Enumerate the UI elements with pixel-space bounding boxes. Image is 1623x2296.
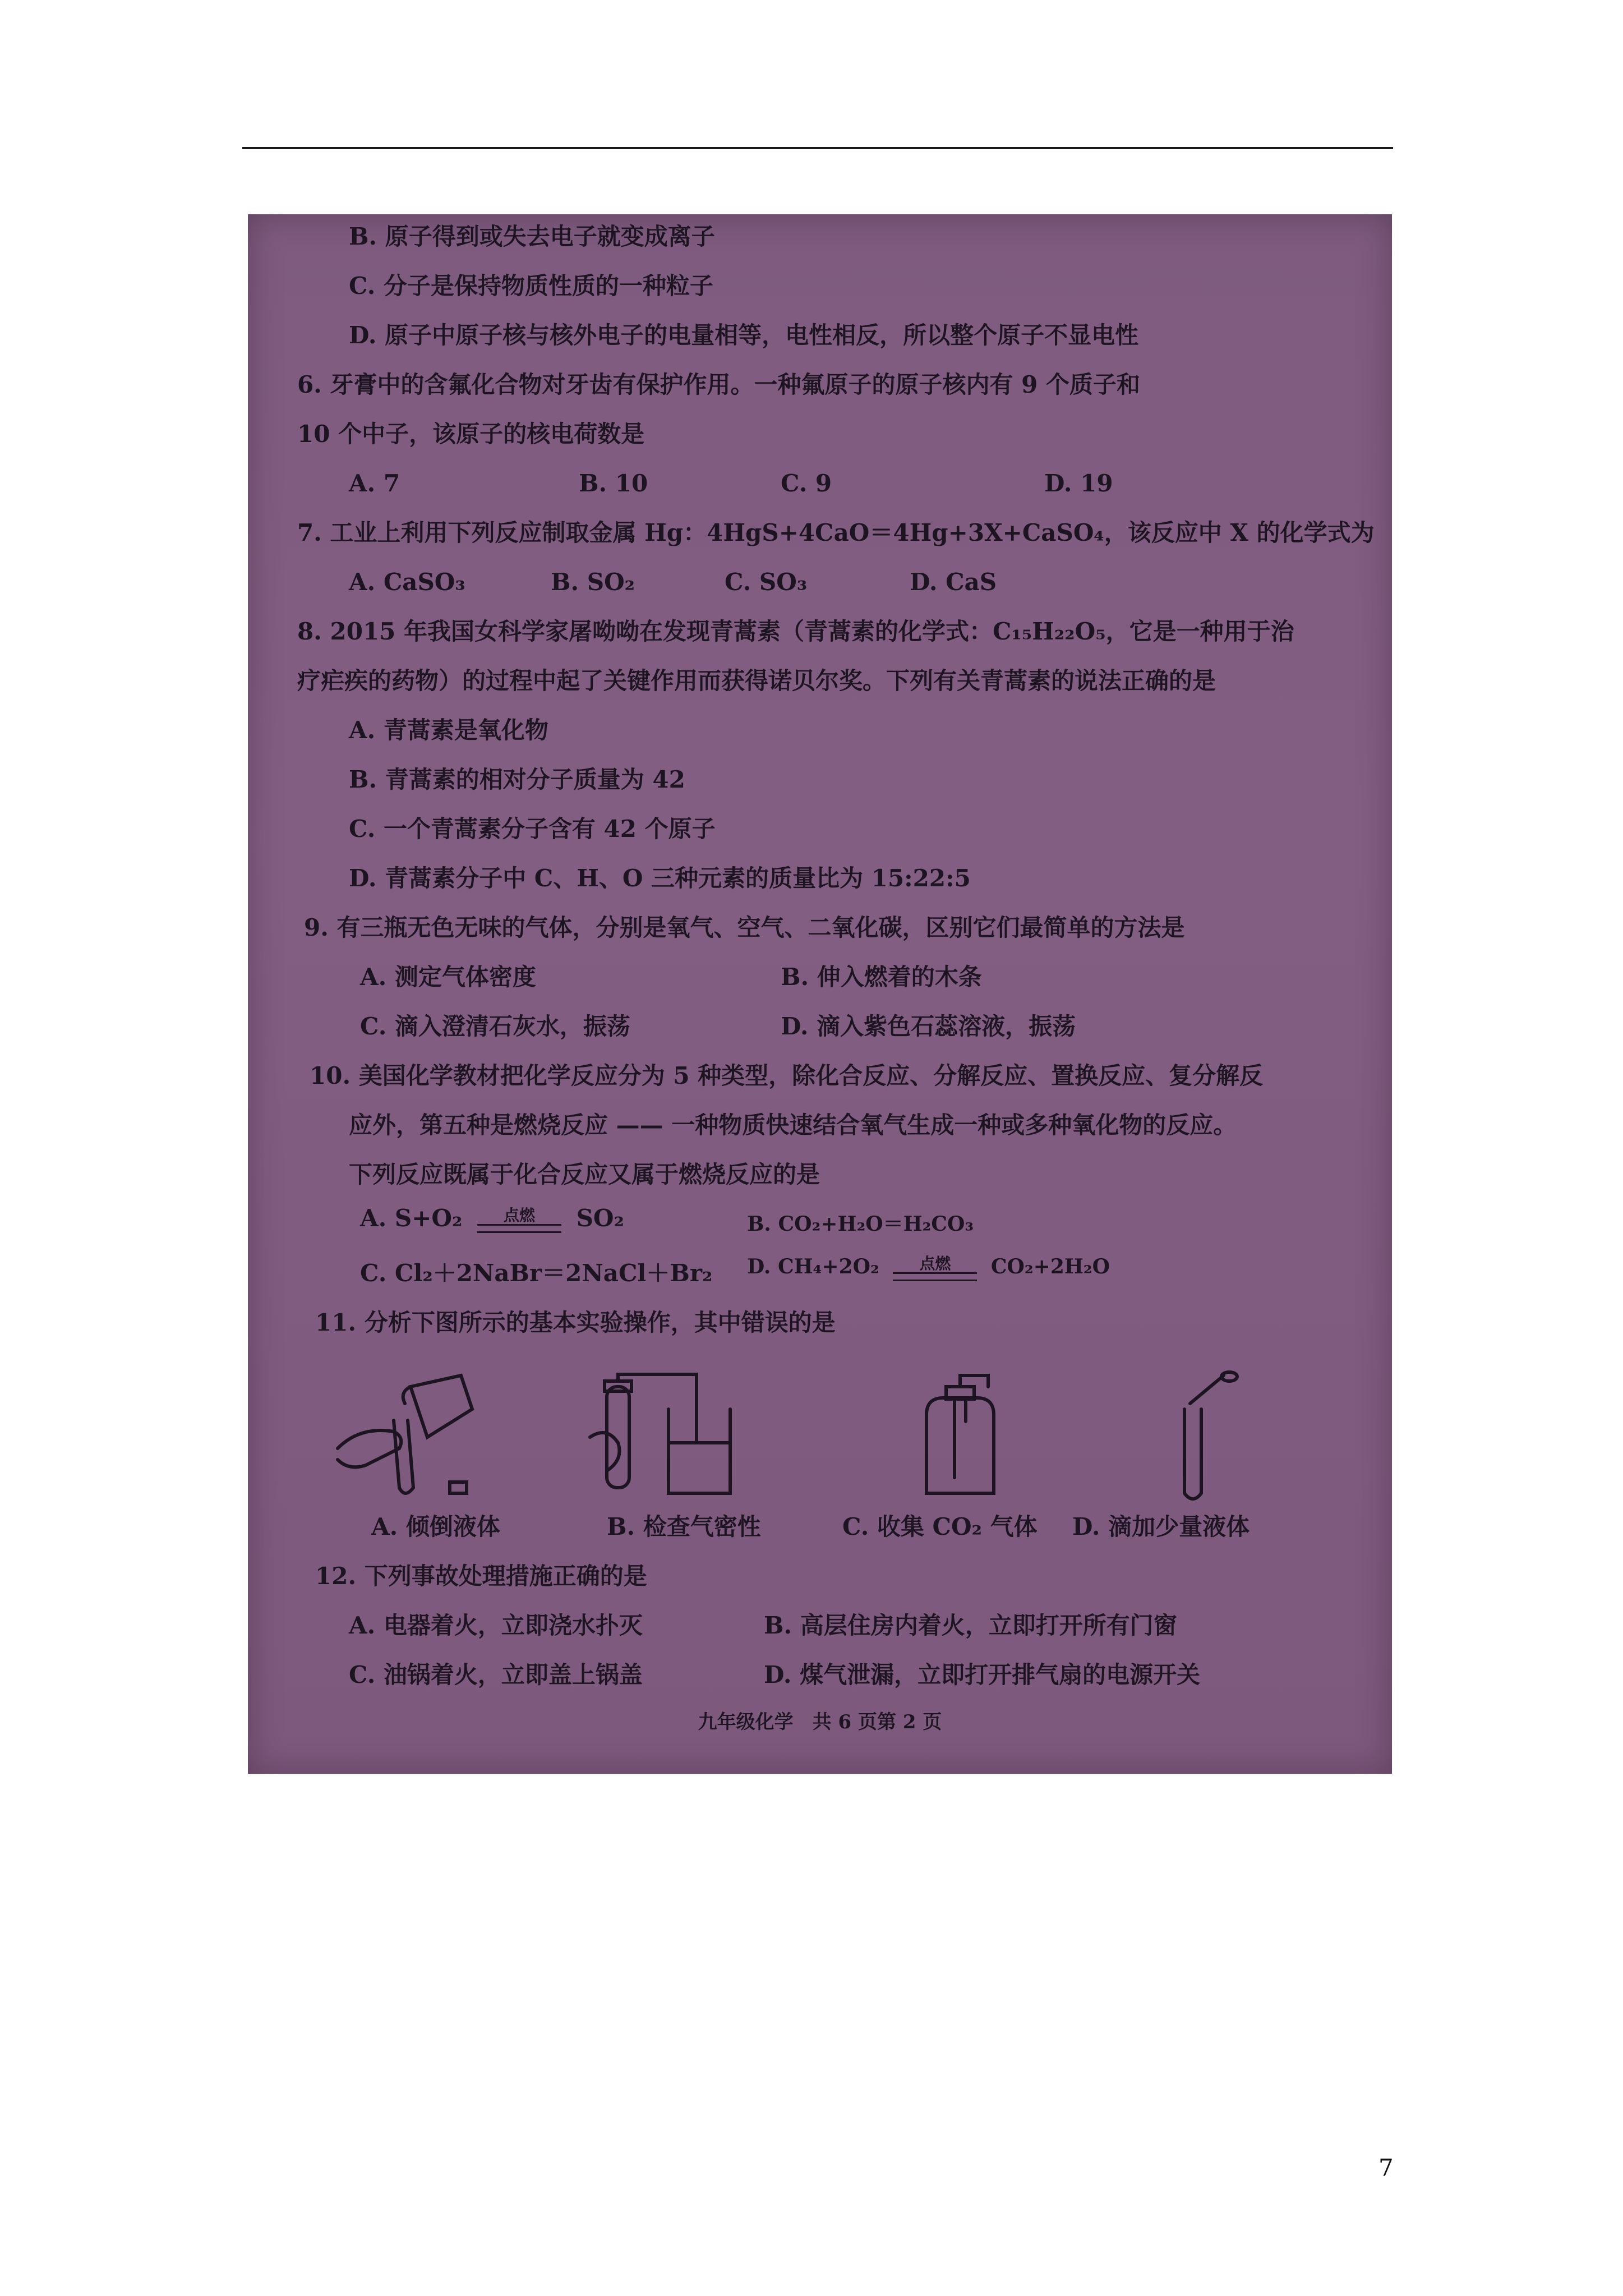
dropper-figure bbox=[1145, 1370, 1257, 1504]
q8-stem-2: 疗疟疾的药物）的过程中起了关键作用而获得诺贝尔奖。下列有关青蒿素的说法正确的是 bbox=[297, 667, 1216, 694]
q10-d-reactants: D. CH₄+2O₂ bbox=[747, 1255, 879, 1278]
q10-a-reactants: A. S+O₂ bbox=[360, 1204, 463, 1232]
q6-option-d: D. 19 bbox=[1044, 470, 1113, 497]
equals-bar bbox=[477, 1224, 561, 1233]
figure-caption-b: B. 检查气密性 bbox=[607, 1513, 761, 1540]
q10-d-products: CO₂+2H₂O bbox=[990, 1255, 1110, 1278]
q10-stem-3: 下列反应既属于化合反应又属于燃烧反应的是 bbox=[349, 1161, 820, 1188]
airtightness-figure bbox=[584, 1370, 741, 1504]
figure-caption-d: D. 滴加少量液体 bbox=[1072, 1513, 1250, 1540]
exam-photo bbox=[248, 214, 1392, 1774]
header-rule bbox=[242, 147, 1393, 149]
condition-label: 点燃 bbox=[503, 1206, 535, 1225]
q5-option-b: B. 原子得到或失去电子就变成离子 bbox=[349, 223, 715, 250]
q8-option-d: D. 青蒿素分子中 C、H、O 三种元素的质量比为 15:22:5 bbox=[349, 864, 971, 892]
q8-stem-1: 8. 2015 年我国女科学家屠呦呦在发现青蒿素（青蒿素的化学式：C₁₅H₂₂O₅，它是一种用于治 bbox=[297, 618, 1294, 645]
q12-option-a: A. 电器着火，立即浇水扑灭 bbox=[349, 1612, 643, 1639]
q6-option-c: C. 9 bbox=[781, 470, 832, 497]
reaction-condition-a bbox=[477, 1207, 561, 1233]
q9-option-a: A. 测定气体密度 bbox=[360, 963, 536, 991]
q12-stem: 12. 下列事故处理措施正确的是 bbox=[315, 1562, 647, 1590]
q7-option-d: D. CaS bbox=[910, 568, 997, 596]
page-number: 7 bbox=[1378, 2154, 1394, 2182]
q10-a-products: SO₂ bbox=[576, 1204, 624, 1232]
reaction-condition-d bbox=[893, 1255, 977, 1281]
q12-option-c: C. 油锅着火，立即盖上锅盖 bbox=[349, 1661, 643, 1688]
q5-option-c: C. 分子是保持物质性质的一种粒子 bbox=[349, 272, 713, 300]
equals-bar bbox=[893, 1272, 977, 1281]
q8-option-c: C. 一个青蒿素分子含有 42 个原子 bbox=[349, 815, 716, 843]
q6-stem-1: 6. 牙膏中的含氟化合物对牙齿有保护作用。一种氟原子的原子核内有 9 个质子和 bbox=[297, 371, 1140, 398]
q12-option-d: D. 煤气泄漏，立即打开排气扇的电源开关 bbox=[764, 1661, 1201, 1688]
q10-option-b: B. CO₂+H₂O＝H₂CO₃ bbox=[747, 1212, 974, 1236]
q7-option-c: C. SO₃ bbox=[725, 568, 808, 596]
q7-option-a: A. CaSO₃ bbox=[349, 568, 465, 596]
q10-option-d bbox=[747, 1250, 1110, 1283]
q6-option-a: A. 7 bbox=[349, 470, 400, 497]
q10-option-a bbox=[360, 1202, 624, 1235]
q10-option-c: C. Cl₂＋2NaBr＝2NaCl＋Br₂ bbox=[360, 1259, 713, 1287]
q9-option-d: D. 滴入紫色石蕊溶液，振荡 bbox=[781, 1013, 1076, 1040]
q7-stem: 7. 工业上利用下列反应制取金属 Hg：4HgS+4CaO＝4Hg+3X+CaSO₄，该反应中 X 的化学式为 bbox=[297, 519, 1375, 546]
pouring-liquid-figure bbox=[326, 1370, 495, 1504]
exam-footer: 九年级化学 共 6 页第 2 页 bbox=[698, 1711, 942, 1733]
q7-option-b: B. SO₂ bbox=[551, 568, 635, 596]
q9-stem: 9. 有三瓶无色无味的气体，分别是氧气、空气、二氧化碳，区别它们最简单的方法是 bbox=[304, 914, 1185, 941]
q6-stem-2: 10 个中子，该原子的核电荷数是 bbox=[297, 420, 645, 448]
q6-option-b: B. 10 bbox=[579, 470, 648, 497]
q8-option-b: B. 青蒿素的相对分子质量为 42 bbox=[349, 766, 685, 793]
q5-option-d: D. 原子中原子核与核外电子的电量相等，电性相反，所以整个原子不显电性 bbox=[349, 321, 1139, 349]
gas-collection-figure bbox=[893, 1370, 1027, 1504]
figure-caption-a: A. 倾倒液体 bbox=[371, 1513, 500, 1540]
q9-option-c: C. 滴入澄清石灰水，振荡 bbox=[360, 1013, 630, 1040]
condition-label: 点燃 bbox=[919, 1254, 951, 1273]
q12-option-b: B. 高层住房内着火，立即打开所有门窗 bbox=[764, 1612, 1177, 1639]
q9-option-b: B. 伸入燃着的木条 bbox=[781, 963, 982, 991]
figure-caption-c: C. 收集 CO₂ 气体 bbox=[842, 1513, 1038, 1540]
q11-stem: 11. 分析下图所示的基本实验操作，其中错误的是 bbox=[315, 1309, 836, 1336]
q10-stem-2: 应外，第五种是燃烧反应 —— 一种物质快速结合氧气生成一种或多种氧化物的反应。 bbox=[349, 1111, 1237, 1139]
q8-option-a: A. 青蒿素是氧化物 bbox=[349, 716, 548, 744]
q10-stem-1: 10. 美国化学教材把化学反应分为 5 种类型，除化合反应、分解反应、置换反应、复分解反 bbox=[310, 1062, 1264, 1089]
